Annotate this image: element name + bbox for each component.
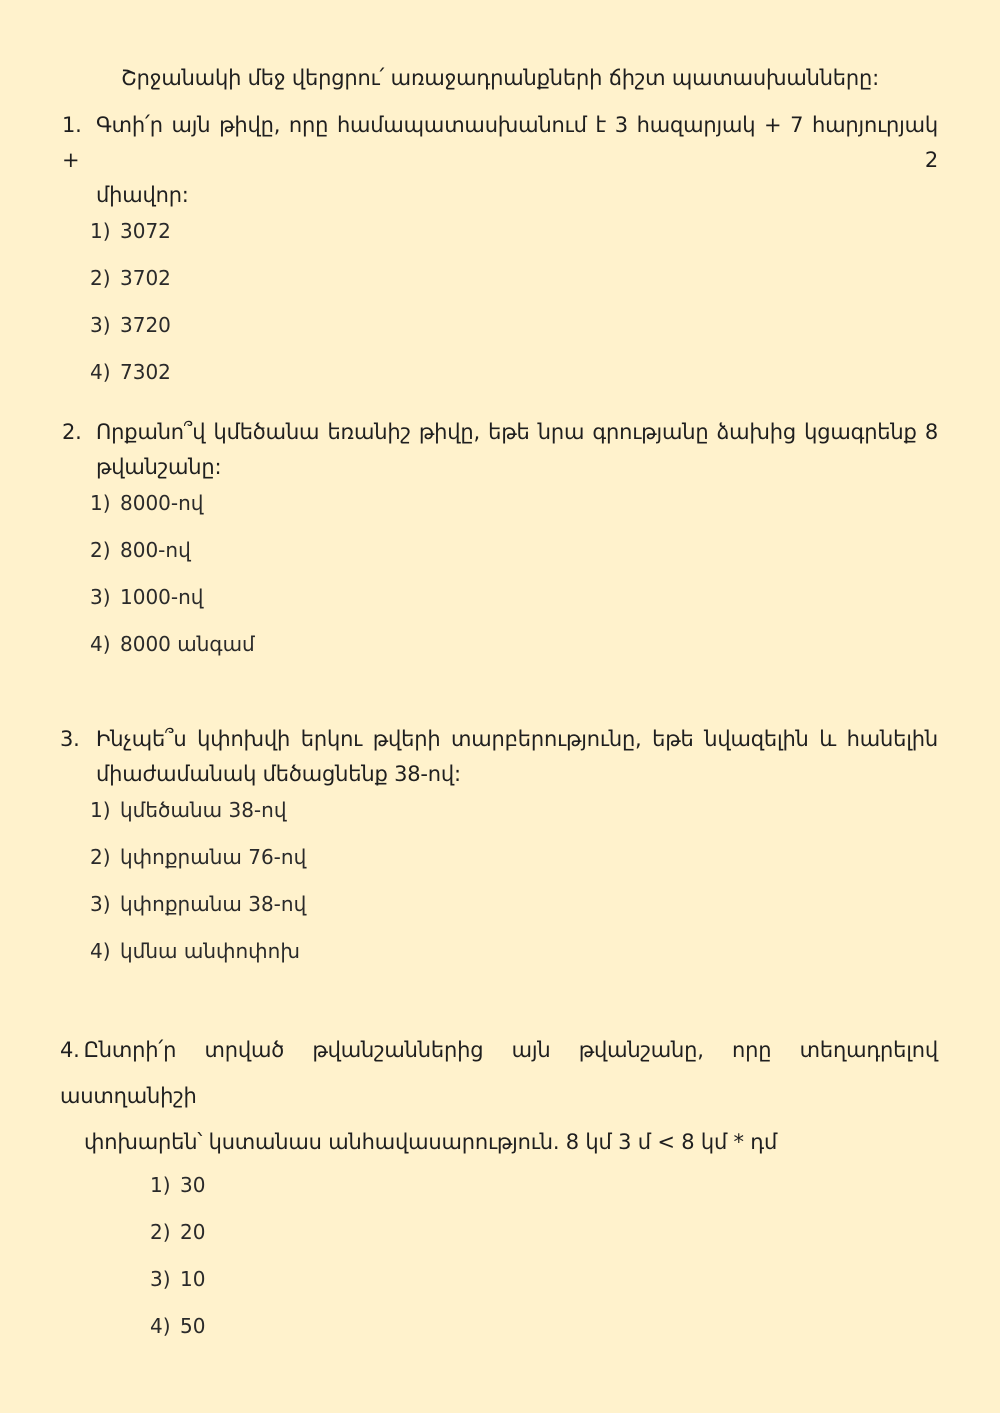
question-1-text — [62, 108, 938, 213]
question-3-options — [90, 798, 938, 986]
option-item[interactable]: 4) 7302 — [90, 360, 171, 384]
option-item[interactable]: 2) 800-ով — [90, 538, 191, 562]
question-2-line2: թվանշանը: — [96, 455, 222, 479]
instruction-text: Շրջանակի մեջ վերցրու՛ առաջադրանքների ճիշտ պատասխանները: — [120, 66, 880, 90]
option-item[interactable]: 2) 20 — [150, 1220, 206, 1244]
question-2-number: 2. — [62, 420, 82, 444]
question-3-line2: միաժամանակ մեծացնենք 38-ով: — [96, 762, 461, 786]
question-1-number: 1. — [62, 113, 82, 137]
question-4-options — [150, 1173, 938, 1361]
option-item[interactable]: 3) 10 — [150, 1267, 206, 1291]
option-item[interactable]: 4) 50 — [150, 1314, 206, 1338]
question-1-line2: միավոր: — [96, 183, 189, 207]
option-item[interactable]: 3) կփոքրանա 38-ով — [90, 892, 307, 916]
option-item[interactable]: 3) 3720 — [90, 313, 171, 337]
question-2-text — [62, 415, 938, 485]
option-item[interactable]: 2) կփոքրանա 76-ով — [90, 845, 307, 869]
option-item[interactable]: 4) 8000 անգամ — [90, 632, 255, 656]
question-3-text — [60, 722, 938, 792]
option-item[interactable]: 1) 3072 — [90, 219, 171, 243]
question-4-line1: Ընտրի՛ր տրված թվանշաններից այն թվանշանը, որը տեղադրելով աստղանիշի — [60, 1038, 938, 1108]
question-4 — [60, 1027, 938, 1361]
question-4-number: 4. — [60, 1038, 80, 1062]
question-2-options — [90, 491, 938, 679]
question-1-line1: Գտի՛ր այն թիվը, որը համապատասխանում է 3 հազարյակ + 7 հարյուրյակ + 2 — [62, 113, 938, 172]
question-3-number: 3. — [60, 727, 80, 751]
question-3 — [60, 722, 938, 986]
question-3-line1: Ինչպե՞ս կփոխվի երկու թվերի տարբերությունը, եթե նվազելին և հանելին — [96, 727, 938, 751]
option-item[interactable]: 3) 1000-ով — [90, 585, 204, 609]
question-2 — [62, 415, 938, 679]
option-item[interactable]: 1) 30 — [150, 1173, 206, 1197]
question-4-text — [60, 1027, 938, 1165]
option-item[interactable]: 1) 8000-ով — [90, 491, 204, 515]
option-item[interactable]: 2) 3702 — [90, 266, 171, 290]
question-2-line1: Որքանո՞վ կմեծանա եռանիշ թիվը, եթե նրա գրությանը ձախից կցագրենք 8 — [96, 420, 938, 444]
option-item[interactable]: 1) կմեծանա 38-ով — [90, 798, 287, 822]
question-1 — [62, 108, 938, 407]
option-item[interactable]: 4) կմնա անփոփոխ — [90, 939, 300, 963]
question-4-line2: փոխարեն՝ կստանաս անհավասարություն. 8 կմ 3 մ < 8 կմ * դմ — [84, 1130, 778, 1154]
question-1-options — [90, 219, 938, 407]
